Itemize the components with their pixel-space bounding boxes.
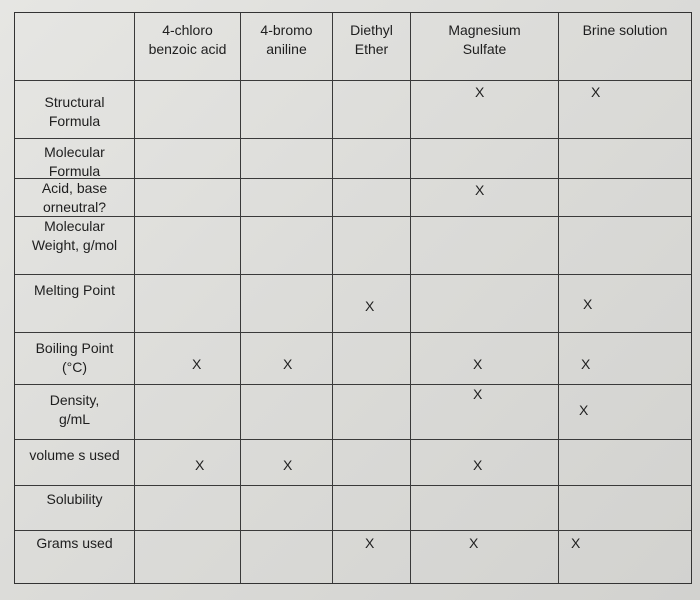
- x-mark: X: [583, 296, 593, 312]
- label-boiling-point: [15, 333, 135, 385]
- x-mark: X: [365, 535, 375, 551]
- header-line: Brine solution: [582, 22, 668, 38]
- cell-molformula-c2: [241, 139, 333, 179]
- cell-density-c4: [411, 385, 559, 440]
- cell-molformula-c1: [135, 139, 241, 179]
- cell-grams-c1: [135, 531, 241, 583]
- cell-boiling-c2: [241, 333, 333, 385]
- label-line: Molecular: [44, 218, 105, 234]
- cell-solubility-c5: [559, 486, 691, 531]
- header-line: benzoic acid: [148, 41, 227, 57]
- cell-acidbase-c2: [241, 179, 333, 217]
- label-line: orneutral?: [42, 199, 107, 215]
- cell-grams-c5: [559, 531, 691, 583]
- cell-density-c5: [559, 385, 691, 440]
- label-volumes-used: [15, 440, 135, 486]
- cell-acidbase-c5: [559, 179, 691, 217]
- cell-molweight-c2: [241, 217, 333, 275]
- label-melting-point: [15, 275, 135, 333]
- header-line: Diethyl: [350, 22, 393, 38]
- x-mark: X: [591, 84, 601, 100]
- x-mark: X: [283, 457, 293, 473]
- x-mark: X: [365, 298, 375, 314]
- cell-grams-c2: [241, 531, 333, 583]
- x-mark: X: [469, 535, 479, 551]
- label-line: Melting Point: [34, 282, 115, 298]
- properties-table: [14, 12, 692, 584]
- cell-grams-c3: [333, 531, 411, 583]
- label-line: Density,: [49, 392, 100, 408]
- cell-solubility-c4: [411, 486, 559, 531]
- x-mark: X: [192, 356, 202, 372]
- cell-density-c3: [333, 385, 411, 440]
- header-line: Ether: [354, 41, 389, 57]
- label-density: [15, 385, 135, 440]
- cell-structural-c1: [135, 81, 241, 139]
- cell-structural-c2: [241, 81, 333, 139]
- x-mark: X: [195, 457, 205, 473]
- x-mark: X: [473, 457, 483, 473]
- label-acid-base: [15, 179, 135, 217]
- x-mark: X: [571, 535, 581, 551]
- label-line: g/mL: [58, 411, 91, 427]
- x-mark: X: [475, 84, 485, 100]
- cell-molformula-c3: [333, 139, 411, 179]
- cell-structural-c4: [411, 81, 559, 139]
- label-line: Formula: [48, 113, 101, 129]
- cell-molweight-c5: [559, 217, 691, 275]
- header-line: Sulfate: [462, 41, 507, 57]
- cell-boiling-c3: [333, 333, 411, 385]
- label-line: Solubility: [46, 491, 103, 507]
- cell-boiling-c1: [135, 333, 241, 385]
- cell-grams-c4: [411, 531, 559, 583]
- x-mark: X: [473, 386, 483, 402]
- cell-structural-c3: [333, 81, 411, 139]
- label-line: Grams used: [36, 535, 113, 551]
- cell-volumes-c4: [411, 440, 559, 486]
- header-line: 4-chloro: [162, 22, 213, 38]
- label-molecular-weight: [15, 217, 135, 275]
- label-line: Structural: [44, 94, 105, 110]
- label-molecular-formula: [15, 139, 135, 179]
- label-line: Boiling Point: [35, 340, 114, 356]
- cell-volumes-c1: [135, 440, 241, 486]
- header-line: aniline: [266, 41, 307, 57]
- label-line: Acid, base: [41, 180, 108, 196]
- cell-molweight-c3: [333, 217, 411, 275]
- cell-melting-c5: [559, 275, 691, 333]
- x-mark: X: [283, 356, 293, 372]
- cell-acidbase-c1: [135, 179, 241, 217]
- header-4-bromo-aniline: [241, 13, 333, 81]
- corner-cell: [15, 13, 135, 81]
- cell-melting-c1: [135, 275, 241, 333]
- header-diethyl-ether: [333, 13, 411, 81]
- label-grams-used: [15, 531, 135, 583]
- cell-acidbase-c4: [411, 179, 559, 217]
- cell-solubility-c3: [333, 486, 411, 531]
- cell-acidbase-c3: [333, 179, 411, 217]
- cell-structural-c5: [559, 81, 691, 139]
- header-brine-solution: [559, 13, 691, 81]
- header-line: 4-bromo: [260, 22, 313, 38]
- cell-density-c2: [241, 385, 333, 440]
- header-line: Magnesium: [448, 22, 521, 38]
- x-mark: X: [475, 182, 485, 198]
- label-line: Molecular: [44, 144, 105, 160]
- cell-volumes-c2: [241, 440, 333, 486]
- cell-volumes-c5: [559, 440, 691, 486]
- cell-melting-c3: [333, 275, 411, 333]
- cell-boiling-c4: [411, 333, 559, 385]
- cell-molweight-c1: [135, 217, 241, 275]
- label-line: volume s used: [29, 447, 120, 463]
- cell-volumes-c3: [333, 440, 411, 486]
- label-solubility: [15, 486, 135, 531]
- label-line: (°C): [61, 359, 88, 375]
- header-magnesium-sulfate: [411, 13, 559, 81]
- cell-density-c1: [135, 385, 241, 440]
- x-mark: X: [473, 356, 483, 372]
- label-structural-formula: [15, 81, 135, 139]
- cell-melting-c4: [411, 275, 559, 333]
- cell-molweight-c4: [411, 217, 559, 275]
- cell-melting-c2: [241, 275, 333, 333]
- label-line: Formula: [48, 163, 101, 179]
- label-line: Weight, g/mol: [31, 237, 118, 253]
- cell-molformula-c4: [411, 139, 559, 179]
- cell-solubility-c2: [241, 486, 333, 531]
- x-mark: X: [579, 402, 589, 418]
- cell-molformula-c5: [559, 139, 691, 179]
- header-4-chloro-benzoic-acid: [135, 13, 241, 81]
- x-mark: X: [581, 356, 591, 372]
- cell-solubility-c1: [135, 486, 241, 531]
- cell-boiling-c5: [559, 333, 691, 385]
